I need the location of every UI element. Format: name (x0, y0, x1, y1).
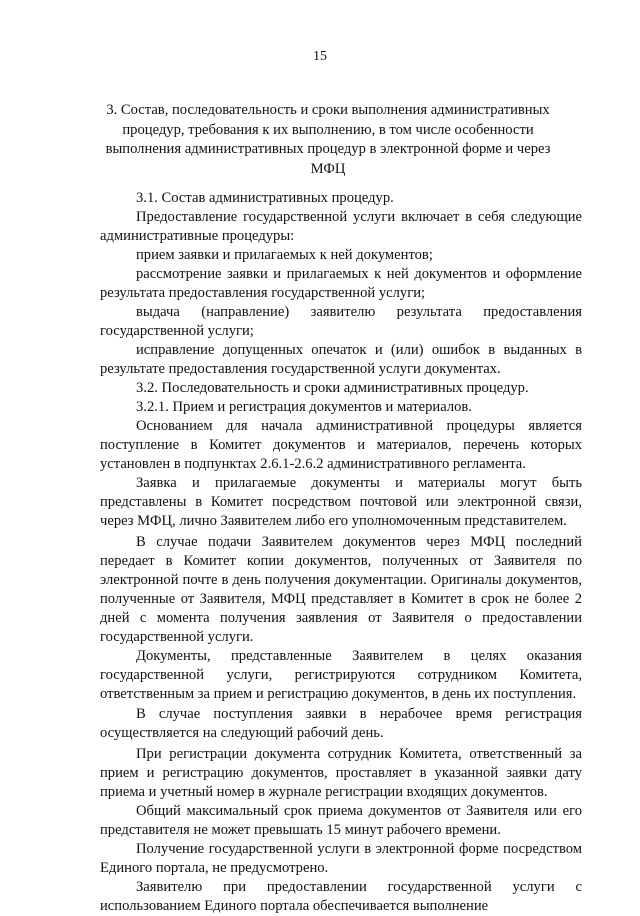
paragraph: В случае подачи Заявителем документов через МФЦ последний передает в Комитет копии документов, полученных от Заявителя по электронной почте в день получения документации. Оригиналы документов, полученные от Заявителя, МФЦ представляет в Комитет в срок не более 2 дней с момента получения заявления от Заявителя о предоставлении государственной услуги. (100, 533, 582, 645)
paragraph: Основанием для начала административной процедуры является поступление в Комитет документов и материалов, перечень которых установлен в подпунктах 2.6.1-2.6.2 административного регламента. (100, 418, 582, 472)
document-body (100, 189, 582, 916)
paragraph: 3.2.1. Прием и регистрация документов и материалов. (136, 399, 472, 415)
paragraph: Общий максимальный срок приема документов от Заявителя или его представителя не может превышать 15 минут рабочего времени. (100, 802, 582, 838)
paragraph: 3.2. Последовательность и сроки административных процедур. (136, 380, 529, 396)
paragraph: Заявка и прилагаемые документы и материалы могут быть представлены в Комитет посредством почтовой или электронной связи, через МФЦ, лично Заявителем либо его уполномоченным представителем. (100, 475, 582, 529)
section-heading: 3. Состав, последовательность и сроки выполнения административных процедур, требования к их выполнению, в том числе особенности выполнения административных процедур в электронной форме и через МФЦ (105, 102, 551, 177)
paragraph: При регистрации документа сотрудник Комитета, ответственный за прием и регистрацию документов, проставляет в указанной заявки дату приема и учетный номер в журнале регистрации входящих документов. (100, 745, 582, 800)
paragraph: прием заявки и прилагаемых к ней документов; (136, 247, 433, 263)
paragraph: рассмотрение заявки и прилагаемых к ней документов и оформление результата предоставления государственной услуги; (100, 266, 582, 301)
paragraph: Документы, представленные Заявителем в целях оказания государственной услуги, регистрируются сотрудником Комитета, ответственным за прием и регистрацию документов, в день их поступления. (100, 647, 582, 702)
paragraph: В случае поступления заявки в нерабочее время регистрация осуществляется на следующий рабочий день. (100, 706, 582, 741)
paragraph: выдача (направление) заявителю результата предоставления государственной услуги; (100, 304, 582, 339)
paragraph: Получение государственной услуги в электронной форме посредством Единого портала, не предусмотрено. (100, 840, 582, 876)
page-number: 15 (313, 49, 327, 64)
paragraph: 3.1. Состав административных процедур. (136, 190, 394, 206)
paragraph: Заявителю при предоставлении государственной услуги с использованием Единого портала обеспечивается выполнение (100, 878, 582, 914)
paragraph: Предоставление государственной услуги включает в себя следующие административные процедуры: (100, 209, 582, 244)
paragraph: исправление допущенных опечаток и (или) ошибок в выданных в результате предоставления государственной услуги документах. (100, 342, 582, 377)
